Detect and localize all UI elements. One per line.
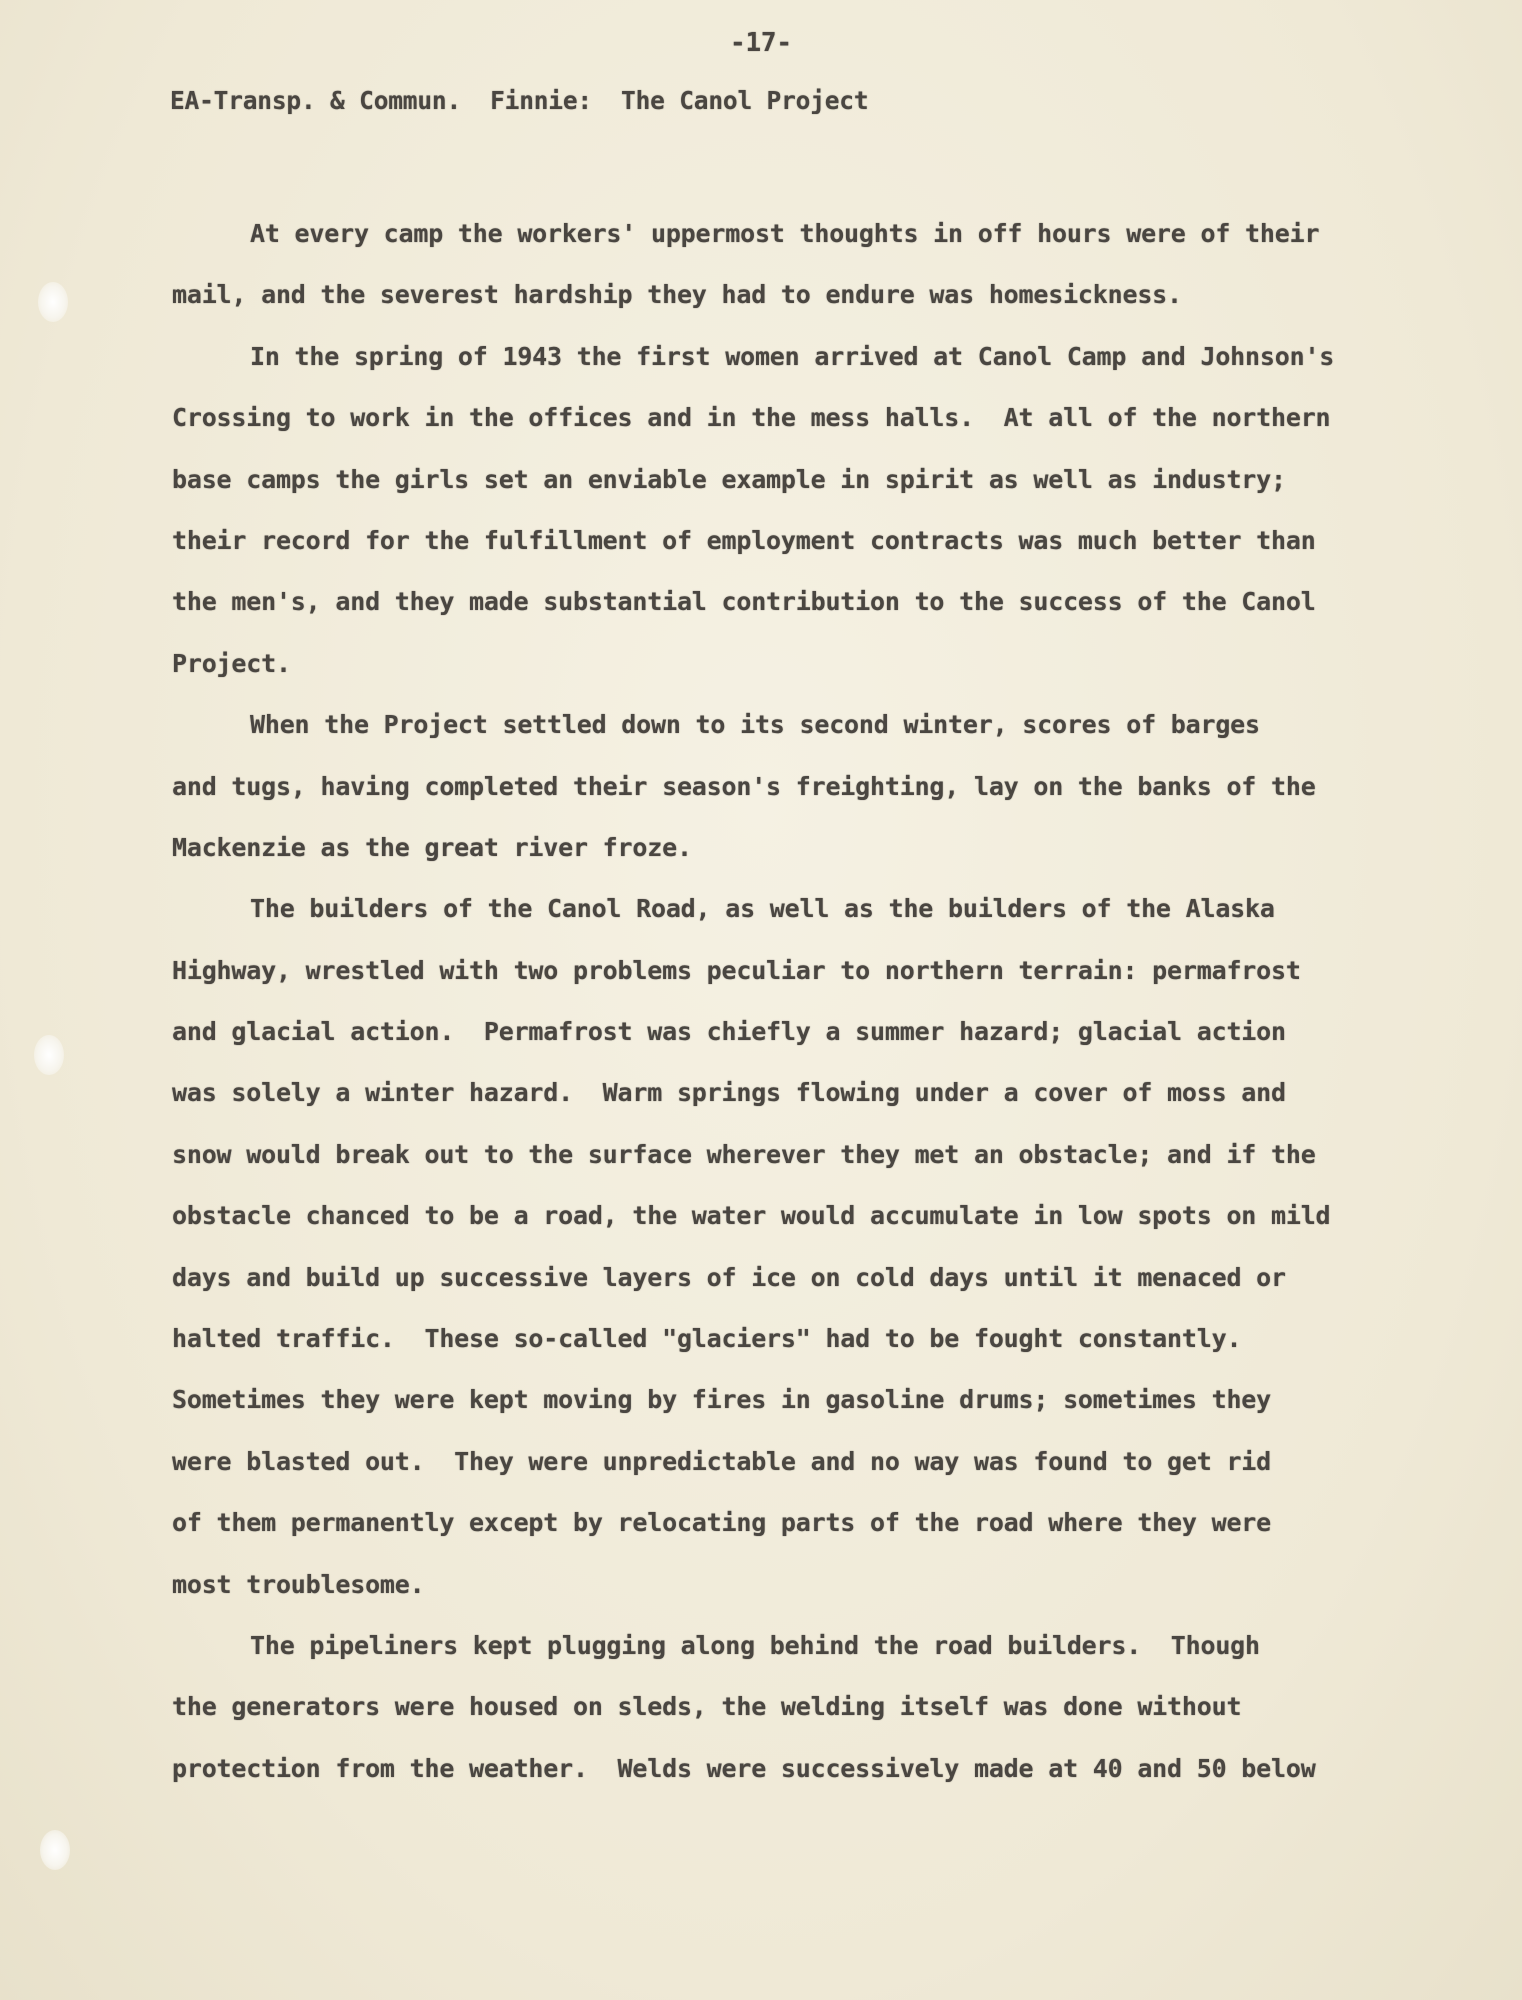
text-line: In the spring of 1943 the first women arrived at Canol Camp and Johnson's bbox=[250, 341, 1335, 371]
text-line: the men's, and they made substantial contribution to the success of the Canol bbox=[172, 587, 1316, 617]
text-line: mail, and the severest hardship they had to endure was homesickness. bbox=[172, 280, 1182, 310]
text-line: and glacial action. Permafrost was chiefly a summer hazard; glacial action bbox=[172, 1017, 1286, 1047]
text-line: Crossing to work in the offices and in the mess halls. At all of the northern bbox=[172, 403, 1331, 433]
text-line: halted traffic. These so-called "glaciers" had to be fought constantly. bbox=[172, 1324, 1242, 1354]
text-line: days and build up successive layers of ice on cold days until it menaced or bbox=[172, 1262, 1286, 1292]
text-line: most troublesome. bbox=[172, 1569, 425, 1599]
text-line: snow would break out to the surface wherever they met an obstacle; and if the bbox=[172, 1139, 1316, 1169]
page-number: -17- bbox=[730, 28, 792, 58]
text-line: Sometimes they were kept moving by fires in gasoline drums; sometimes they bbox=[172, 1385, 1271, 1415]
text-line: the generators were housed on sleds, the welding itself was done without bbox=[172, 1692, 1242, 1722]
text-line: obstacle chanced to be a road, the water would accumulate in low spots on mild bbox=[172, 1201, 1331, 1231]
text-line: Project. bbox=[172, 648, 291, 678]
text-line: of them permanently except by relocating parts of the road where they were bbox=[172, 1508, 1271, 1538]
text-line: Highway, wrestled with two problems peculiar to northern terrain: permafrost bbox=[172, 955, 1301, 985]
text-line: base camps the girls set an enviable example in spirit as well as industry; bbox=[172, 464, 1286, 494]
text-line: were blasted out. They were unpredictable and no way was found to get rid bbox=[172, 1446, 1271, 1476]
text-line: At every camp the workers' uppermost thoughts in off hours were of their bbox=[250, 219, 1320, 248]
text-line: and tugs, having completed their season's freighting, lay on the banks of the bbox=[172, 771, 1316, 801]
text-line: their record for the fulfillment of employment contracts was much better than bbox=[172, 525, 1316, 555]
text-line: When the Project settled down to its second winter, scores of barges bbox=[250, 710, 1260, 740]
text-line: protection from the weather. Welds were successively made at 40 and 50 below bbox=[172, 1753, 1316, 1783]
text-line: The pipeliners kept plugging along behind the road builders. Though bbox=[250, 1630, 1260, 1660]
running-header: EA-Transp. & Commun. Finnie: The Canol Project bbox=[170, 86, 869, 115]
text-line: The builders of the Canol Road, as well as the builders of the Alaska bbox=[250, 894, 1275, 924]
text-line: was solely a winter hazard. Warm springs flowing under a cover of moss and bbox=[172, 1078, 1286, 1108]
body-text bbox=[172, 203, 1402, 1799]
punch-mark-bottom bbox=[40, 1830, 70, 1870]
punch-mark-middle bbox=[34, 1035, 64, 1075]
text-line: Mackenzie as the great river froze. bbox=[172, 832, 692, 862]
punch-mark-top bbox=[38, 282, 68, 322]
